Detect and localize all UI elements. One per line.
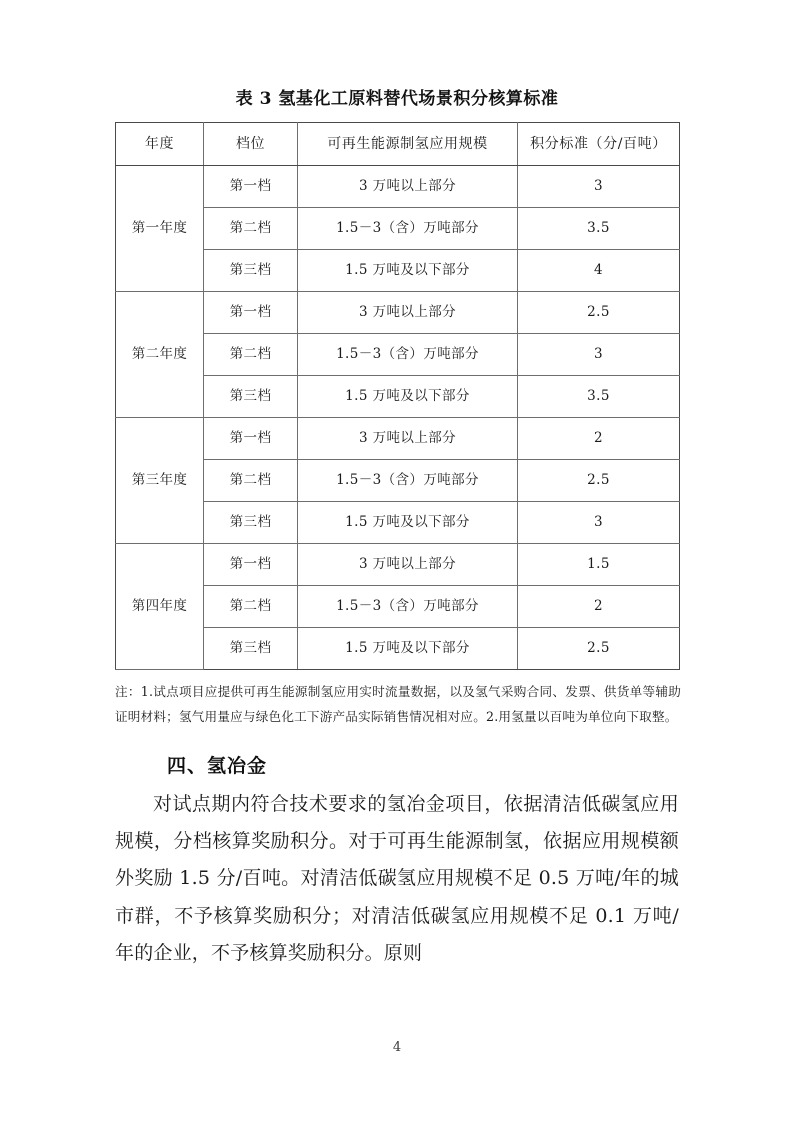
scale-cell: 3 万吨以上部分 bbox=[298, 418, 518, 460]
table-header-row bbox=[116, 123, 680, 166]
score-cell: 2.5 bbox=[518, 460, 680, 502]
score-cell: 3 bbox=[518, 334, 680, 376]
year-cell: 第三年度 bbox=[116, 418, 204, 544]
tier-cell: 第三档 bbox=[204, 250, 298, 292]
scale-cell: 3 万吨以上部分 bbox=[298, 166, 518, 208]
column-header-score: 积分标准（分/百吨） bbox=[518, 123, 680, 166]
page-number: 4 bbox=[392, 1040, 402, 1055]
tier-cell: 第一档 bbox=[204, 292, 298, 334]
score-cell: 2 bbox=[518, 418, 680, 460]
scale-cell: 1.5－3（含）万吨部分 bbox=[298, 586, 518, 628]
table-body bbox=[116, 166, 680, 670]
table-caption: 表 3 氢基化工原料替代场景积分核算标准 bbox=[235, 89, 559, 109]
scale-cell: 3 万吨以上部分 bbox=[298, 544, 518, 586]
table-header bbox=[116, 123, 680, 166]
score-cell: 2 bbox=[518, 586, 680, 628]
score-cell: 3.5 bbox=[518, 208, 680, 250]
score-cell: 4 bbox=[518, 250, 680, 292]
score-cell: 3 bbox=[518, 166, 680, 208]
scale-cell: 1.5－3（含）万吨部分 bbox=[298, 334, 518, 376]
table-note: 注：1.试点项目应提供可再生能源制氢应用实时流量数据，以及氢气采购合同、发票、供货单等辅助证明材料；氢气用量应与绿色化工下游产品实际销售情况相对应。2.用氢量以百吨为单位向下取整。 bbox=[115, 684, 681, 725]
table-row bbox=[116, 418, 680, 460]
scale-cell: 3 万吨以上部分 bbox=[298, 292, 518, 334]
tier-cell: 第二档 bbox=[204, 460, 298, 502]
table-row bbox=[116, 166, 680, 208]
scale-cell: 1.5－3（含）万吨部分 bbox=[298, 208, 518, 250]
table-row bbox=[116, 544, 680, 586]
section-heading: 四、氢冶金 bbox=[167, 755, 268, 778]
scale-cell: 1.5 万吨及以下部分 bbox=[298, 376, 518, 418]
tier-cell: 第三档 bbox=[204, 376, 298, 418]
score-cell: 1.5 bbox=[518, 544, 680, 586]
tier-cell: 第一档 bbox=[204, 544, 298, 586]
tier-cell: 第三档 bbox=[204, 628, 298, 670]
page-content bbox=[115, 84, 679, 972]
score-cell: 3 bbox=[518, 502, 680, 544]
tier-cell: 第三档 bbox=[204, 502, 298, 544]
table-row bbox=[116, 292, 680, 334]
scale-cell: 1.5－3（含）万吨部分 bbox=[298, 460, 518, 502]
scale-cell: 1.5 万吨及以下部分 bbox=[298, 628, 518, 670]
tier-cell: 第一档 bbox=[204, 166, 298, 208]
score-cell: 3.5 bbox=[518, 376, 680, 418]
tier-cell: 第二档 bbox=[204, 208, 298, 250]
tier-cell: 第一档 bbox=[204, 418, 298, 460]
scale-cell: 1.5 万吨及以下部分 bbox=[298, 250, 518, 292]
section-paragraph: 对试点期内符合技术要求的氢冶金项目，依据清洁低碳氢应用规模，分档核算奖励积分。对于可再生能源制氢，依据应用规模额外奖励 1.5 分/百吨。对清洁低碳氢应用规模不足 0.5 万吨/年的城市群，不予核算奖励积分；对清洁低碳氢应用规模不足 0.1 万吨/年的企业，不予核算奖励积分。原则 bbox=[115, 793, 679, 964]
column-header-tier: 档位 bbox=[204, 123, 298, 166]
score-cell: 2.5 bbox=[518, 628, 680, 670]
year-cell: 第一年度 bbox=[116, 166, 204, 292]
score-cell: 2.5 bbox=[518, 292, 680, 334]
column-header-scale: 可再生能源制氢应用规模 bbox=[298, 123, 518, 166]
column-header-year: 年度 bbox=[116, 123, 204, 166]
tier-cell: 第二档 bbox=[204, 586, 298, 628]
score-standard-table bbox=[115, 122, 680, 670]
year-cell: 第四年度 bbox=[116, 544, 204, 670]
year-cell: 第二年度 bbox=[116, 292, 204, 418]
scale-cell: 1.5 万吨及以下部分 bbox=[298, 502, 518, 544]
tier-cell: 第二档 bbox=[204, 334, 298, 376]
